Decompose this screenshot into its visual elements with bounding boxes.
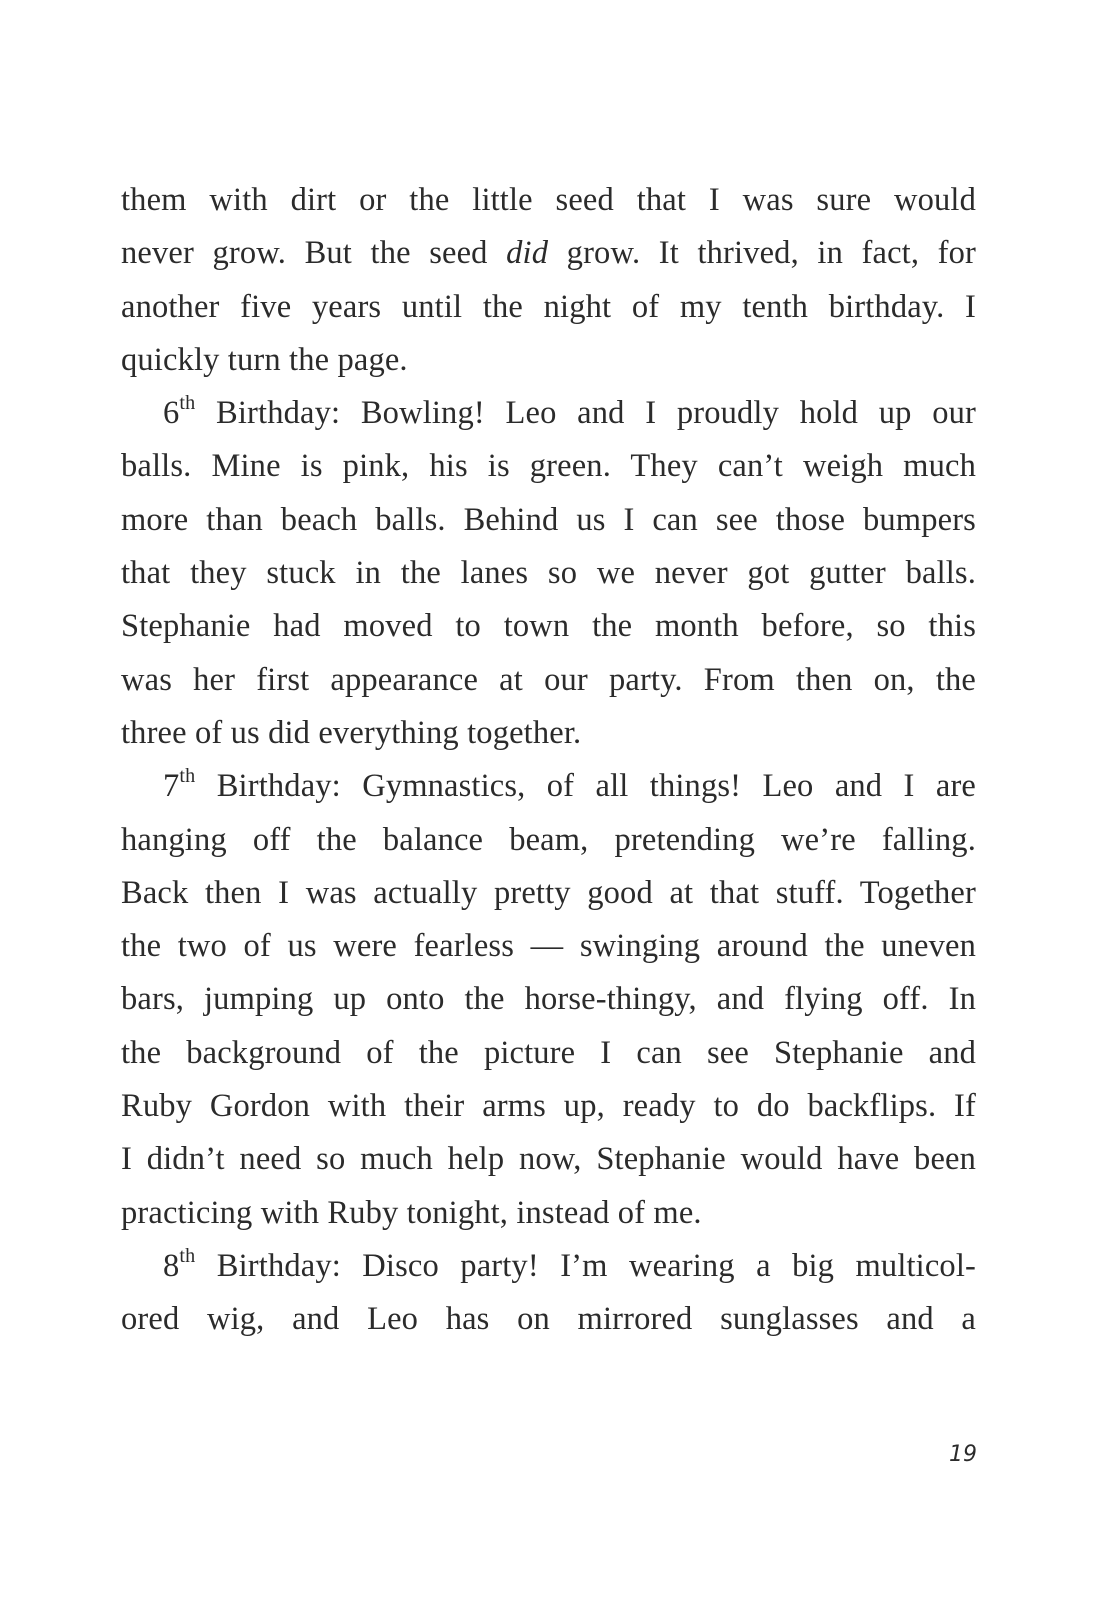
body-text — [121, 174, 976, 1347]
text-line: three of us did everything together. — [121, 714, 582, 751]
text-run: Birthday: Disco party! I’m wearing a big multicol- — [195, 1247, 976, 1284]
text-line: them with dirt or the little seed that I was sure would — [121, 182, 976, 218]
text-line: that they stuck in the lanes so we never got gutter balls. — [121, 555, 976, 592]
text-line: the background of the picture I can see Stephanie and — [121, 1034, 976, 1071]
ordinal-suffix: th — [179, 1245, 196, 1268]
text-run: Birthday: Bowling! Leo and I proudly hold up our — [195, 395, 976, 432]
text-line: bars, jumping up onto the horse-thingy, and flying off. In — [121, 981, 976, 1018]
text-run: Birthday: Gymnastics, of all things! Leo and I are — [195, 768, 976, 805]
text-line: practicing with Ruby tonight, instead of me. — [121, 1194, 702, 1231]
text-line: Ruby Gordon with their arms up, ready to do backflips. If — [121, 1088, 976, 1125]
ordinal-suffix: th — [179, 765, 196, 788]
text-line — [121, 227, 976, 280]
ordinal-number: 6 — [163, 395, 180, 432]
text-line: balls. Mine is pink, his is green. They can’t weigh much — [121, 448, 976, 485]
ordinal-number: 7 — [163, 768, 180, 805]
text-line: I didn’t need so much help now, Stephanie would have been — [121, 1141, 976, 1178]
text-line: was her first appearance at our party. From then on, the — [121, 661, 976, 698]
text-line: hanging off the balance beam, pretending we’re falling. — [121, 821, 976, 858]
paragraph-start-line — [121, 387, 976, 440]
text-line: Back then I was actually pretty good at that stuff. Together — [121, 874, 976, 911]
text-line: ored wig, and Leo has on mirrored sunglasses and a — [121, 1301, 976, 1338]
ordinal-suffix: th — [179, 392, 196, 415]
italic-word: did — [506, 235, 549, 272]
text-line: Stephanie had moved to town the month before, so this — [121, 608, 976, 645]
paragraph-start-line — [121, 1240, 976, 1293]
paragraph-start-line — [121, 760, 976, 813]
text-run: grow. It thrived, in fact, for — [548, 235, 976, 272]
text-line: the two of us were fearless — swinging around the uneven — [121, 928, 976, 965]
text-line: another five years until the night of my tenth birthday. I — [121, 288, 976, 325]
ordinal-number: 8 — [163, 1247, 180, 1284]
text-run: never grow. But the seed — [121, 235, 507, 272]
page-number: 19 — [949, 1442, 977, 1467]
text-line: more than beach balls. Behind us I can see those bumpers — [121, 501, 976, 538]
text-line: quickly turn the page. — [121, 341, 408, 378]
